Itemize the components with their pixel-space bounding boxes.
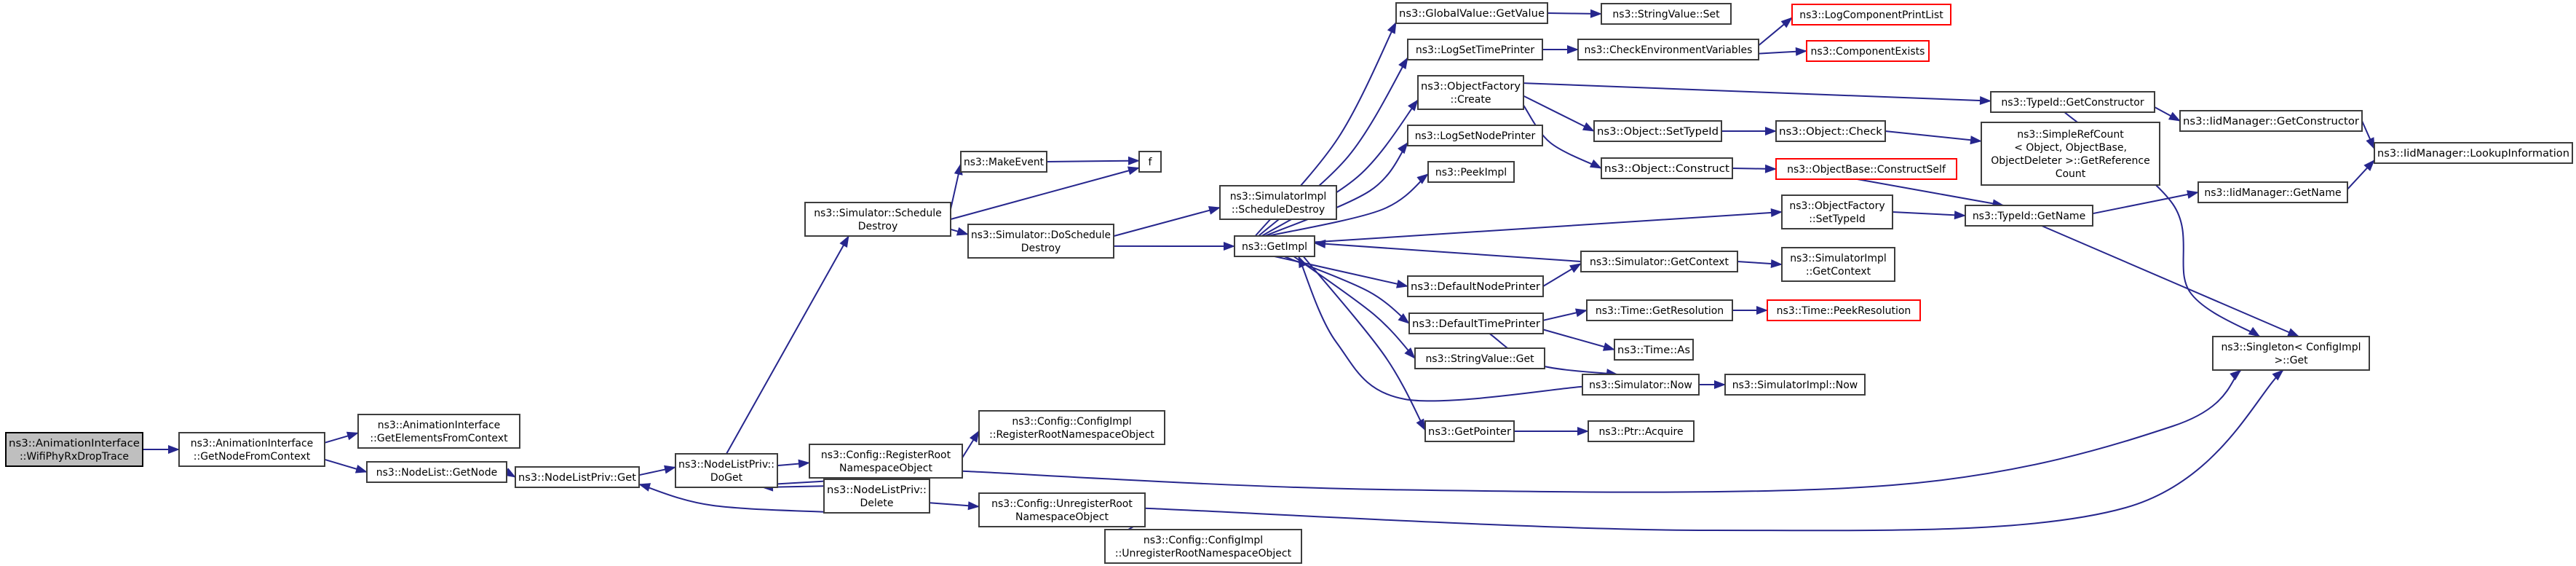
node-nodelistpriv-doget[interactable] bbox=[675, 454, 777, 487]
call-edge-simulator-getcontext--simulatorimpl-getcontext bbox=[1737, 262, 1782, 264]
node-objectbase-constructself[interactable] bbox=[1776, 159, 1957, 179]
call-edge-iidmanager-getconstructor--iidmanager-lookupinformation bbox=[2362, 121, 2374, 149]
node-label-logcomponentprintlist: ns3::LogComponentPrintList bbox=[1799, 9, 1943, 22]
node-label-checkenvironmentvariables: ns3::CheckEnvironmentVariables bbox=[1584, 44, 1753, 57]
node-configimpl-unregisterrootnamespaceobject[interactable] bbox=[1105, 530, 1301, 563]
node-simulator-now[interactable] bbox=[1582, 374, 1699, 395]
node-simplerefcount-getreferencecount[interactable] bbox=[1981, 122, 2160, 185]
node-componentexists[interactable] bbox=[1807, 41, 1929, 61]
call-edge-iidmanager-getname--iidmanager-lookupinformation bbox=[2347, 160, 2374, 189]
node-label-config-registerrootnamespaceobject: ns3::Config::RegisterRoot NamespaceObject bbox=[820, 449, 951, 475]
node-peekimpl[interactable] bbox=[1428, 162, 1514, 182]
call-edge-config-registerrootnamespaceobject--configimpl-registerrootnamespaceobject bbox=[962, 431, 979, 458]
call-edge-defaulttimeprinter--time-as bbox=[1543, 329, 1614, 350]
call-edge-makeevent--f bbox=[1047, 161, 1139, 162]
node-label-simulator-doscheduledestroy: ns3::Simulator::DoSchedule Destroy bbox=[971, 229, 1111, 255]
node-objectfactory-settypeid[interactable] bbox=[1782, 195, 1893, 229]
node-simulator-getcontext[interactable] bbox=[1581, 251, 1737, 272]
node-label-nodelistpriv-delete: ns3::NodeListPriv:: Delete bbox=[827, 484, 927, 510]
call-edge-checkenvironmentvariables--logcomponentprintlist bbox=[1759, 17, 1792, 45]
node-config-unregisterrootnamespaceobject[interactable] bbox=[979, 493, 1145, 527]
node-label-simulatorimpl-scheduledestroy: ns3::SimulatorImpl ::ScheduleDestroy bbox=[1229, 191, 1327, 216]
node-iidmanager-getconstructor[interactable] bbox=[2180, 111, 2362, 131]
node-label-typeid-getconstructor: ns3::TypeId::GetConstructor bbox=[2001, 97, 2144, 109]
node-simulatorimpl-getcontext[interactable] bbox=[1782, 248, 1895, 281]
call-edge-checkenvironmentvariables--componentexists bbox=[1759, 51, 1807, 54]
node-label-objectfactory-settypeid: ns3::ObjectFactory ::SetTypeId bbox=[1789, 200, 1885, 226]
call-edge-simulator-getcontext--getimpl bbox=[1315, 243, 1581, 262]
node-label-logsetnodeprinter: ns3::LogSetNodePrinter bbox=[1414, 130, 1536, 143]
node-nodelistpriv-get[interactable] bbox=[515, 467, 639, 487]
node-label-object-settypeid: ns3::Object::SetTypeId bbox=[1597, 126, 1719, 138]
node-label-time-as: ns3::Time::As bbox=[1617, 345, 1690, 357]
call-edge-nodelistpriv-delete--config-unregisterrootnamespaceobject bbox=[930, 503, 979, 506]
node-label-simulator-scheduledestroy: ns3::Simulator::Schedule Destroy bbox=[814, 208, 942, 233]
call-edge-defaulttimeprinter--time-getresolution bbox=[1543, 310, 1587, 321]
node-label-nodelistpriv-doget: ns3::NodeListPriv:: DoGet bbox=[678, 459, 774, 484]
node-defaultnodeprinter[interactable] bbox=[1408, 276, 1543, 296]
node-label-getimpl: ns3::GetImpl bbox=[1241, 241, 1308, 253]
call-edge-nodelistpriv-doget--simulator-scheduledestroy bbox=[726, 236, 849, 454]
call-edge-simulator-scheduledestroy--simulator-doscheduledestroy bbox=[951, 229, 968, 235]
node-iidmanager-lookupinformation[interactable] bbox=[2374, 143, 2572, 163]
node-logcomponentprintlist[interactable] bbox=[1792, 4, 1951, 25]
node-simulator-doscheduledestroy[interactable] bbox=[968, 224, 1114, 258]
node-label-iidmanager-lookupinformation: ns3::IidManager::LookupInformation bbox=[2377, 148, 2569, 160]
node-label-animationinterface-getnodefromcontext: ns3::AnimationInterface ::GetNodeFromContext bbox=[190, 438, 314, 463]
call-edge-typeid-getconstructor--iidmanager-getconstructor bbox=[2155, 107, 2180, 121]
node-stringvalue-set[interactable] bbox=[1601, 4, 1731, 24]
node-nodelistpriv-delete[interactable] bbox=[824, 479, 930, 513]
node-time-peekresolution[interactable] bbox=[1767, 300, 1920, 321]
node-label-config-unregisterrootnamespaceobject: ns3::Config::UnregisterRoot NamespaceObject bbox=[991, 498, 1133, 524]
call-edge-simulator-scheduledestroy--f bbox=[951, 168, 1139, 219]
node-label-f: f bbox=[1148, 157, 1152, 169]
call-edge-animationinterface-getnodefromcontext--nodelist-getnode bbox=[325, 460, 367, 472]
node-time-as[interactable] bbox=[1614, 339, 1693, 360]
node-makeevent[interactable] bbox=[961, 152, 1047, 172]
node-label-simulator-getcontext: ns3::Simulator::GetContext bbox=[1589, 256, 1729, 269]
node-label-simulator-now: ns3::Simulator::Now bbox=[1589, 380, 1692, 392]
node-logsetnodeprinter[interactable] bbox=[1408, 125, 1542, 146]
node-label-nodelistpriv-get: ns3::NodeListPriv::Get bbox=[518, 472, 637, 484]
node-defaulttimeprinter[interactable] bbox=[1409, 313, 1543, 334]
node-nodelist-getnode[interactable] bbox=[367, 462, 507, 482]
node-label-nodelist-getnode: ns3::NodeList::GetNode bbox=[376, 467, 498, 479]
call-edge-objectfactory-create--typeid-getconstructor bbox=[1523, 83, 1991, 101]
call-edge-nodelistpriv-get--nodelistpriv-doget bbox=[639, 467, 675, 475]
call-edge-nodelistpriv-doget--config-registerrootnamespaceobject bbox=[777, 463, 809, 465]
call-edge-typeid-getname--singleton-configimpl-get bbox=[2042, 226, 2299, 337]
node-checkenvironmentvariables[interactable] bbox=[1578, 39, 1759, 60]
node-label-getpointer: ns3::GetPointer bbox=[1428, 426, 1512, 439]
node-label-animationinterface-getelementsfromcontext: ns3::AnimationInterface ::GetElementsFromContext bbox=[370, 420, 508, 445]
node-iidmanager-getname[interactable] bbox=[2198, 182, 2347, 203]
node-object-check[interactable] bbox=[1776, 121, 1885, 141]
call-edge-config-unregisterrootnamespaceobject--singleton-configimpl-get bbox=[1145, 370, 2283, 530]
node-label-stringvalue-get: ns3::StringValue::Get bbox=[1425, 353, 1534, 366]
node-singleton-configimpl-get[interactable] bbox=[2213, 337, 2369, 370]
node-label-configimpl-registerrootnamespaceobject: ns3::Config::ConfigImpl ::RegisterRootNamespaceObject bbox=[989, 416, 1154, 441]
call-edge-nodelist-getnode--nodelistpriv-get bbox=[507, 472, 515, 477]
call-edge-simulator-scheduledestroy--makeevent bbox=[951, 164, 961, 209]
node-simulatorimpl-scheduledestroy[interactable] bbox=[1220, 186, 1336, 219]
node-label-typeid-getname: ns3::TypeId::GetName bbox=[1972, 211, 2086, 223]
call-edge-objectfactory-settypeid--typeid-getname bbox=[1893, 212, 1965, 216]
node-ptr-acquire[interactable] bbox=[1588, 421, 1694, 441]
node-object-settypeid[interactable] bbox=[1594, 121, 1721, 141]
node-objectfactory-create[interactable] bbox=[1418, 76, 1523, 109]
node-time-getresolution[interactable] bbox=[1587, 300, 1732, 321]
node-label-makeevent: ns3::MakeEvent bbox=[964, 157, 1045, 169]
node-animationinterface-wifiphyrxdroptrace[interactable] bbox=[6, 433, 143, 466]
node-label-singleton-configimpl-get: ns3::Singleton< ConfigImpl >::Get bbox=[2221, 342, 2361, 367]
node-label-simplerefcount-getreferencecount: ns3::SimpleRefCount < Object, ObjectBase, ObjectDeleter >::GetReference Count bbox=[1991, 129, 2150, 181]
node-stringvalue-get[interactable] bbox=[1415, 348, 1545, 369]
node-globalvalue-getvalue[interactable] bbox=[1396, 3, 1547, 23]
call-edge-typeid-getname--iidmanager-getname bbox=[2093, 192, 2198, 213]
node-label-simulatorimpl-now: ns3::SimulatorImpl::Now bbox=[1732, 380, 1858, 392]
node-label-defaulttimeprinter: ns3::DefaultTimePrinter bbox=[1412, 318, 1541, 331]
node-simulator-scheduledestroy[interactable] bbox=[805, 203, 951, 236]
node-label-defaultnodeprinter: ns3::DefaultNodePrinter bbox=[1411, 281, 1541, 294]
node-typeid-getname[interactable] bbox=[1965, 205, 2093, 226]
call-edge-defaultnodeprinter--simulator-getcontext bbox=[1543, 264, 1581, 286]
node-label-componentexists: ns3::ComponentExists bbox=[1810, 46, 1925, 58]
node-label-object-check: ns3::Object::Check bbox=[1779, 126, 1883, 138]
node-label-animationinterface-wifiphyrxdroptrace: ns3::AnimationInterface ::WifiPhyRxDropTrace bbox=[9, 438, 140, 463]
node-configimpl-registerrootnamespaceobject[interactable] bbox=[979, 411, 1165, 444]
call-edge-nodelistpriv-delete--nodelistpriv-get bbox=[639, 484, 850, 513]
node-label-objectfactory-create: ns3::ObjectFactory ::Create bbox=[1421, 81, 1521, 106]
node-label-ptr-acquire: ns3::Ptr::Acquire bbox=[1598, 426, 1684, 439]
node-label-logsettimeprinter: ns3::LogSetTimePrinter bbox=[1415, 44, 1535, 57]
call-edge-object-check--simplerefcount-getreferencecount bbox=[1885, 131, 1981, 141]
call-edge-simulator-doscheduledestroy--simulatorimpl-scheduledestroy bbox=[1114, 208, 1220, 236]
node-label-globalvalue-getvalue: ns3::GlobalValue::GetValue bbox=[1399, 8, 1545, 20]
node-label-configimpl-unregisterrootnamespaceobject: ns3::Config::ConfigImpl ::UnregisterRootNamespaceObject bbox=[1114, 535, 1292, 560]
call-edge-getimpl--getpointer bbox=[1304, 256, 1425, 431]
node-label-simulatorimpl-getcontext: ns3::SimulatorImpl ::GetContext bbox=[1790, 253, 1887, 278]
node-getimpl[interactable] bbox=[1235, 236, 1315, 256]
node-label-time-getresolution: ns3::Time::GetResolution bbox=[1595, 305, 1724, 318]
node-typeid-getconstructor[interactable] bbox=[1991, 92, 2155, 112]
node-logsettimeprinter[interactable] bbox=[1408, 39, 1542, 60]
node-label-peekimpl: ns3::PeekImpl bbox=[1435, 167, 1507, 179]
node-getpointer[interactable] bbox=[1425, 421, 1514, 441]
node-label-iidmanager-getconstructor: ns3::IidManager::GetConstructor bbox=[2183, 116, 2360, 128]
node-object-construct[interactable] bbox=[1601, 158, 1732, 178]
node-f[interactable] bbox=[1139, 152, 1161, 172]
node-label-stringvalue-set: ns3::StringValue::Set bbox=[1612, 9, 1720, 21]
node-animationinterface-getnodefromcontext[interactable] bbox=[179, 433, 325, 466]
node-animationinterface-getelementsfromcontext[interactable] bbox=[358, 414, 520, 448]
node-config-registerrootnamespaceobject[interactable] bbox=[809, 444, 962, 478]
node-label-time-peekresolution: ns3::Time::PeekResolution bbox=[1776, 305, 1911, 318]
call-edge-getimpl--objectfactory-settypeid bbox=[1315, 212, 1782, 242]
node-label-iidmanager-getname: ns3::IidManager::GetName bbox=[2204, 187, 2342, 200]
node-label-objectbase-constructself: ns3::ObjectBase::ConstructSelf bbox=[1787, 164, 1946, 176]
call-edge-object-construct--objectbase-constructself bbox=[1732, 168, 1776, 169]
call-edge-getimpl--stringvalue-get bbox=[1293, 256, 1415, 358]
node-simulatorimpl-now[interactable] bbox=[1725, 374, 1865, 395]
node-layer bbox=[6, 3, 2572, 563]
call-edge-globalvalue-getvalue--stringvalue-set bbox=[1547, 13, 1601, 14]
node-label-object-construct: ns3::Object::Construct bbox=[1604, 163, 1730, 176]
call-edge-animationinterface-getnodefromcontext--animationinterface-getelementsfromcontext bbox=[325, 433, 358, 443]
